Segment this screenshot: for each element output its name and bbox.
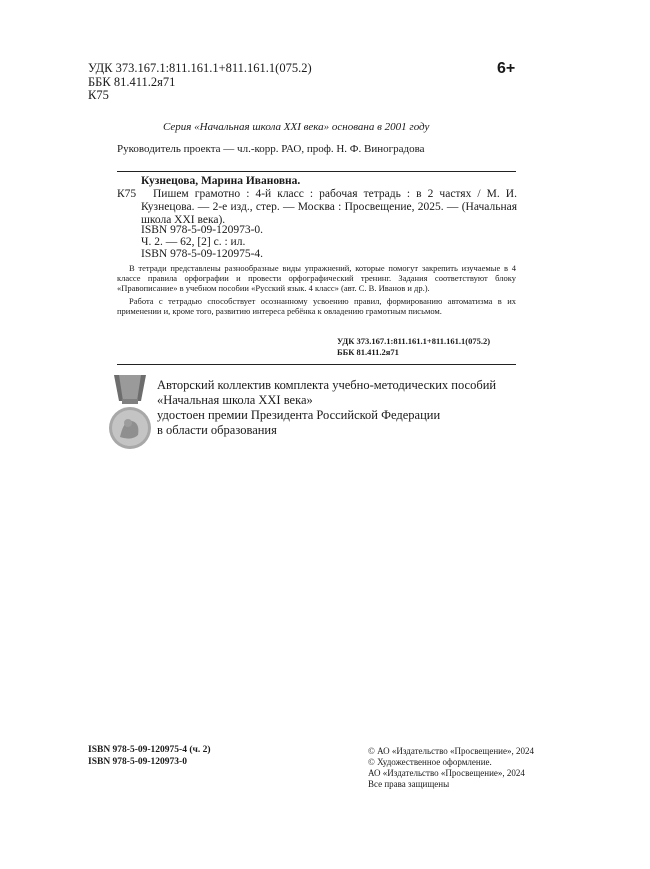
copyright-3: АО «Издательство «Просвещение», 2024 (368, 768, 525, 778)
footer-isbn-total: ISBN 978-5-09-120973-0 (88, 756, 187, 767)
record-description (141, 188, 517, 227)
award-line-3: удостоен премии Президента Российской Федерации (157, 408, 441, 422)
record-part: Ч. 2. — 62, [2] с. : ил. (141, 236, 246, 249)
record-isbn-1: ISBN 978-5-09-120973-0. (141, 224, 264, 236)
award-line-4: в области образования (157, 423, 277, 437)
author-sign: К75 (88, 88, 109, 102)
award-line-1: Авторский коллектив комплекта учебно-методических пособий (157, 378, 497, 392)
series-note: Серия «Начальная школа XXI века» основана в 2001 году (163, 121, 430, 133)
award-text (157, 378, 496, 438)
record-isbn-2: ISBN 978-5-09-120975-4. (141, 248, 264, 261)
annotation (117, 263, 516, 316)
copyright-1: © АО «Издательство «Просвещение», 2024 (368, 746, 534, 756)
footer-isbn-part: ISBN 978-5-09-120975-4 (ч. 2) (88, 745, 211, 755)
udk-right-code: УДК 373.167.1:811.161.1+811.161.1(075.2) (337, 336, 491, 346)
divider-top (117, 171, 516, 172)
medal-icon (108, 375, 152, 455)
record-author: Кузнецова, Марина Ивановна. (141, 175, 301, 187)
divider-bottom (117, 364, 516, 365)
copyright-4: Все права защищены (368, 779, 450, 789)
record-sign: К75 (117, 188, 137, 200)
udk-right (337, 336, 517, 358)
age-rating: 6+ (497, 60, 516, 77)
record-description-text: Пишем грамотно : 4-й класс : рабочая тетрадь : в 2 частях / М. И. Кузнецова. — 2-е изд., стер. — Москва : Просвещение, 2025. — (Начальная школа XXI века). (141, 188, 517, 226)
footer-isbn (88, 745, 211, 768)
project-leader: Руководитель проекта — чл.-корр. РАО, проф. Н. Ф. Виноградова (117, 143, 425, 155)
annotation-p2: Работа с тетрадью способствует осознанному усвоению правил, формированию автоматизма в их применении и, кроме того, развитию интереса ребёнка к овладению грамотным письмом. (117, 296, 516, 316)
header-classification (88, 62, 312, 103)
annotation-p1: В тетради представлены разнообразные виды упражнений, которые помогут закрепить изучаемые в 4 классе правила орфографии и провести орфографический тренинг. Задания соответствуют блоку «Правописание» в учебном пособии «Русский язык. 4 класс» (авт. С. В. Иванов и др.). (117, 263, 516, 293)
record-isbns (141, 224, 263, 261)
bbk-code: ББК 81.411.2я71 (88, 74, 176, 89)
bbk-right-code: ББК 81.411.2я71 (337, 347, 399, 357)
award-line-2: «Начальная школа XXI века» (157, 393, 313, 407)
udk-code: УДК 373.167.1:811.161.1+811.161.1(075.2) (88, 61, 312, 75)
footer-copyright (368, 746, 534, 790)
copyright-2: © Художественное оформление. (368, 757, 492, 767)
